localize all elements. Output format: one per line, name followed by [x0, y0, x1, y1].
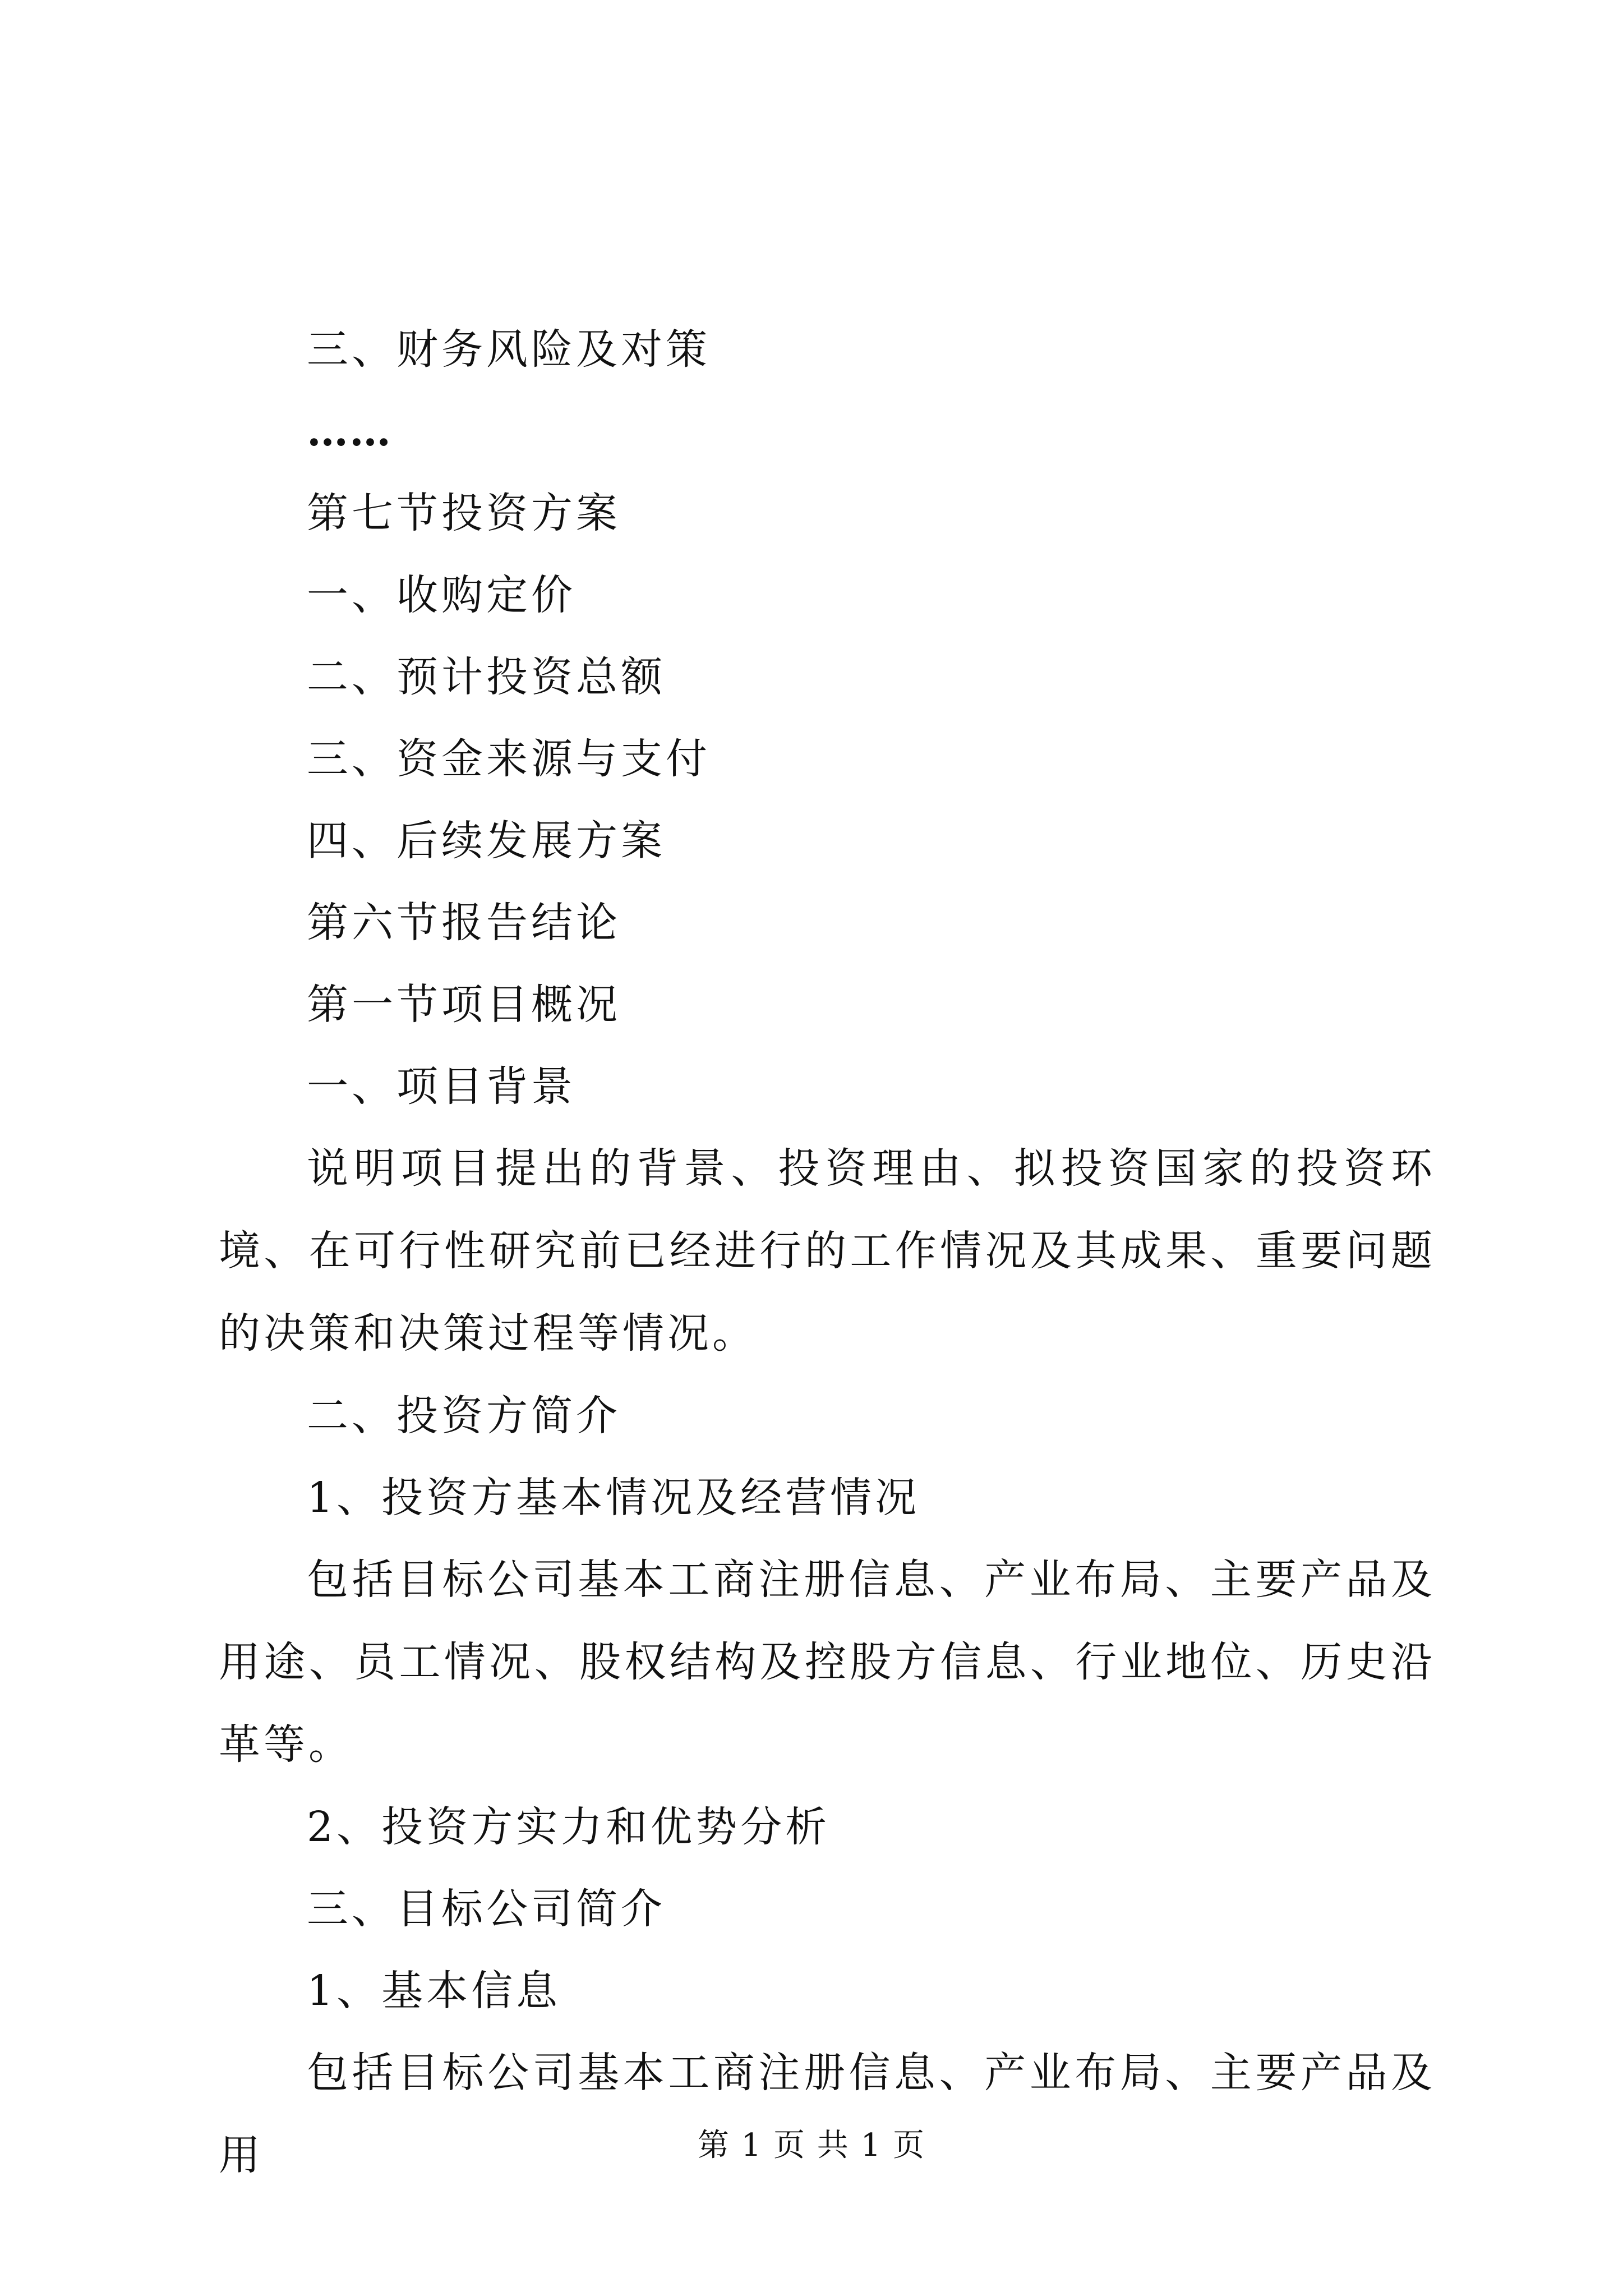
heading-financial-risk: 三、财务风险及对策	[307, 325, 711, 374]
heading-investor-intro: 二、投资方简介	[307, 1392, 621, 1440]
heading-acquisition-pricing: 一、收购定价	[307, 571, 576, 619]
heading-funding-payment: 三、资金来源与支付	[307, 735, 711, 783]
ellipsis: ……	[307, 407, 392, 455]
heading-project-background: 一、项目背景	[307, 1062, 576, 1111]
heading-follow-up-plan: 四、后续发展方案	[307, 817, 666, 865]
heading-target-intro: 三、目标公司简介	[307, 1885, 666, 1933]
document-body	[219, 309, 1436, 2197]
page-number-footer: 第 1 页 共 1 页	[697, 2127, 926, 2164]
section-report-conclusion: 第六节报告结论	[307, 899, 621, 947]
section-investment-plan: 第七节投资方案	[307, 489, 621, 537]
heading-total-investment: 二、预计投资总额	[307, 653, 666, 701]
heading-investor-basic: 1、投资方基本情况及经营情况	[307, 1474, 920, 1522]
paragraph-investor-basic: 包括目标公司基本工商注册信息、产业布局、主要产品及用途、员工情况、股权结构及控股方信息、行业地位、历史沿革等。	[219, 1556, 1436, 1769]
section-project-overview: 第一节项目概况	[307, 981, 621, 1029]
heading-basic-info: 1、基本信息	[307, 1967, 561, 2015]
heading-investor-strength: 2、投资方实力和优势分析	[307, 1803, 831, 1851]
paragraph-target-basic: 包括目标公司基本工商注册信息、产业布局、主要产品及用	[219, 2049, 1436, 2179]
paragraph-project-background: 说明项目提出的背景、投资理由、拟投资国家的投资环境、在可行性研究前已经进行的工作情况及其成果、重要问题的决策和决策过程等情况。	[219, 1144, 1436, 1358]
